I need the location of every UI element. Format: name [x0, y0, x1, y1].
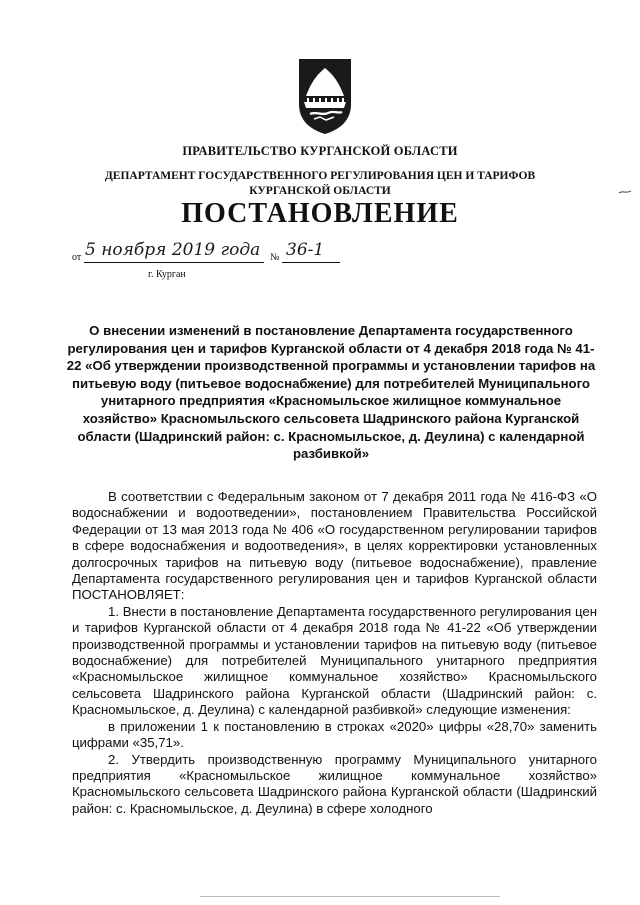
- body-paragraph-3: в приложении 1 к постановлению в строках «2020» цифры «28,70» заменить цифрами «35,71».: [72, 718, 597, 751]
- dateline: [72, 238, 372, 284]
- handwritten-date: 5 ноября 2019 года: [85, 240, 261, 260]
- org-department-line-2: КУРГАНСКОЙ ОБЛАСТИ: [249, 185, 391, 197]
- document-type-title: ПОСТАНОВЛЕНИЕ: [181, 198, 459, 229]
- city-label: г. Курган: [148, 269, 186, 280]
- kurgan-coat-of-arms-icon: [296, 56, 354, 136]
- body-paragraph-4: 2. Утвердить производственную программу Муниципального унитарного предприятия «Красномыльское жилищное коммунальное хозяйство» Красномыльского сельсовета Шадринского района Курганской области (Шадринский район: с. Красномыльское, д. Деулина) в сфере холодного: [72, 751, 597, 816]
- date-prefix-label: от: [72, 252, 82, 263]
- scan-edge-line: [200, 896, 500, 897]
- org-department: [0, 169, 640, 199]
- body-paragraph-1: В соответствии с Федеральным законом от 7 декабря 2011 года № 416-ФЗ «О водоснабжении и водоотведении», постановлением Правительства Российской Федерации от 13 мая 2013 года № 406 «О государственном регулировании тарифов в сфере водоснабжения и водоотведения», в целях корректировки установленных долгосрочных тарифов на питьевую воду (питьевое водоснабжение), правление Департамента государственного регулирования цен и тарифов Курганской области ПОСТАНОВЛЯЕТ:: [72, 489, 597, 603]
- document-subject: О внесении изменений в постановление Департамента государственного регулирования цен и тарифов Курганской области от 4 декабря 2018 года № 41-22 «Об утверждении производственной программы и установлении тарифов на питьевую воду (питьевое водоснабжение) для потребителей Муниципального унитарного предприятия «Красномыльское жилищное коммунальное хозяйство» Красномыльского сельсовета Шадринского района Курганской области (Шадринский район: с. Красномыльское, д. Деулина) с календарной разбивкой»: [66, 323, 596, 462]
- date-underline: [84, 262, 264, 263]
- org-department-line-1: ДЕПАРТАМЕНТ ГОСУДАРСТВЕННОГО РЕГУЛИРОВАНИЯ ЦЕН И ТАРИФОВ: [104, 170, 536, 182]
- margin-scan-mark: [618, 188, 632, 196]
- number-label: №: [270, 252, 280, 263]
- body-paragraph-2: 1. Внести в постановление Департамента государственного регулирования цен и тарифов Курганской области от 4 декабря 2018 года № 41-22 «Об утверждении производственной программы и установлении тарифов на питьевую воду (питьевое водоснабжение) для потребителей Муниципального унитарного предприятия «Красномыльское жилищное коммунальное хозяйство» Красномыльского сельсовета Шадринского района Курганской области (Шадринский район: с. Красномыльское, д. Деулина) с календарной разбивкой» следующие изменения:: [72, 603, 597, 718]
- number-underline: [282, 262, 340, 263]
- handwritten-number: 36-1: [286, 240, 325, 260]
- document-body: [72, 489, 597, 817]
- org-government: ПРАВИТЕЛЬСТВО КУРГАНСКОЙ ОБЛАСТИ: [182, 144, 458, 158]
